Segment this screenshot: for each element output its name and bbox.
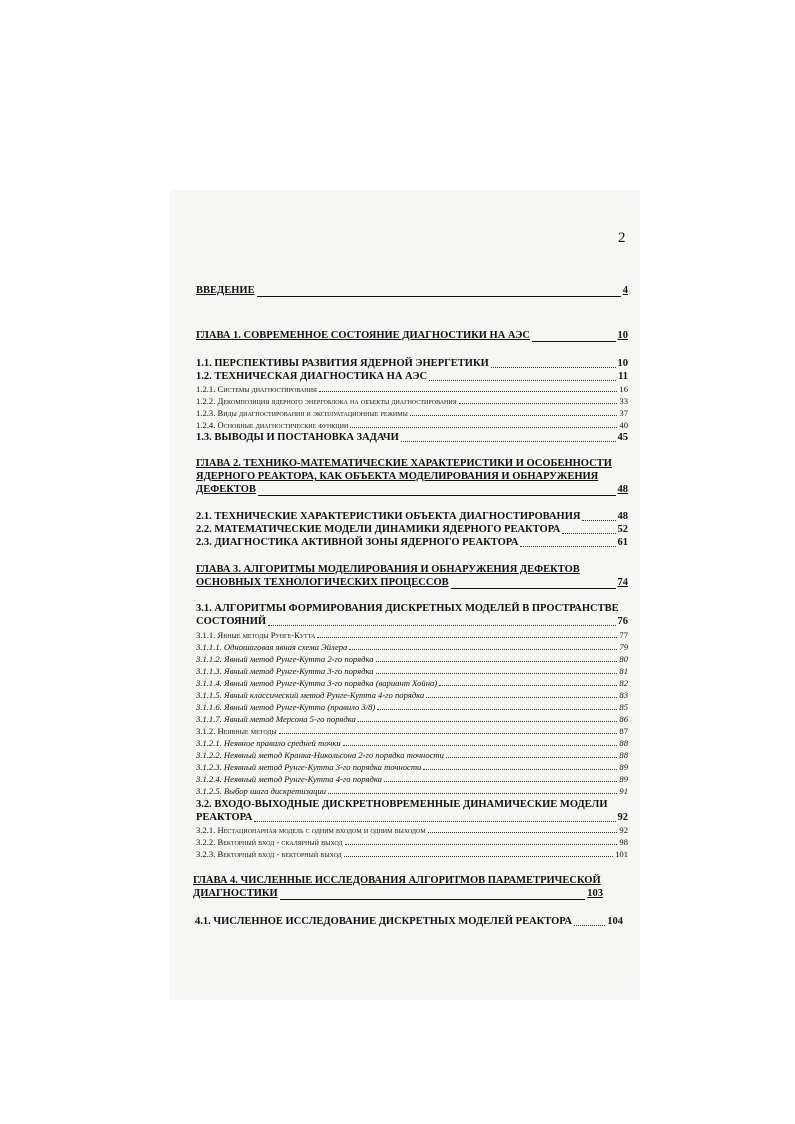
toc-entry-page: 81 [619, 666, 628, 676]
toc-entry-3-1-2-4[interactable] [196, 775, 628, 784]
toc-entry-3-1-1-1[interactable] [196, 643, 628, 652]
toc-entry-page: 79 [619, 642, 628, 652]
toc-entry-1-2-2[interactable] [196, 397, 628, 406]
toc-chapter-2-line-1: ГЛАВА 2. ТЕХНИКО-МАТЕМАТИЧЕСКИЕ ХАРАКТЕРИСТИКИ И ОСОБЕННОСТИ [196, 458, 612, 469]
toc-entry-label: 3.2.2. Векторный вход - скалярный выход [196, 837, 343, 847]
toc-entry-page: 76 [617, 616, 628, 627]
toc-entry-intro[interactable] [196, 286, 628, 297]
toc-entry-3-1-1-4[interactable] [196, 679, 628, 688]
toc-entry-label: ДЕФЕКТОВ [196, 484, 256, 495]
toc-entry-label: 3.2.1. Нестационарная модель с одним входом и одним выходом [196, 825, 426, 835]
toc-section-3-1-line-1: 3.1. АЛГОРИТМЫ ФОРМИРОВАНИЯ ДИСКРЕТНЫХ МОДЕЛЕЙ В ПРОСТРАНСТВЕ [196, 603, 619, 614]
toc-entry-page: 48 [617, 511, 628, 522]
toc-entry-3-1-1-3[interactable] [196, 667, 628, 676]
toc-entry-label: ГЛАВА 1. СОВРЕМЕННОЕ СОСТОЯНИЕ ДИАГНОСТИКИ НА АЭС [196, 330, 530, 341]
toc-entry-label: 3.1.1.5. Явный классический метод Рунге-Кутта 4-го порядка [196, 690, 425, 700]
toc-entry-page: 77 [619, 630, 628, 640]
toc-entry-label: 3.1.2.4. Неявный метод Рунге-Кутта 4-го порядка [196, 774, 382, 784]
toc-entry-label: РЕАКТОРА [196, 812, 253, 823]
toc-entry-3-1-1[interactable] [196, 631, 628, 640]
toc-entry-label: 1.2.2. Декомпозиция ядерного энергоблока на объекты диагностирования [196, 396, 457, 406]
toc-entry-page: 104 [607, 916, 623, 927]
toc-entry-3-1-2-3[interactable] [196, 763, 628, 772]
toc-entry-label: 1.2.4. Основные диагностические функции [196, 420, 349, 430]
toc-entry-3-1-1-6[interactable] [196, 703, 628, 712]
toc-entry-label: 2.1. ТЕХНИЧЕСКИЕ ХАРАКТЕРИСТИКИ ОБЪЕКТА ДИАГНОСТИРОВАНИЯ [196, 511, 581, 522]
toc-entry-label: 2.3. ДИАГНОСТИКА АКТИВНОЙ ЗОНЫ ЯДЕРНОГО РЕАКТОРА [196, 537, 519, 548]
toc-entry-chapter-4[interactable] [193, 889, 603, 900]
toc-entry-label: 3.1.1.4. Явный метод Рунге-Кутта 3-го порядка (вариант Хойна) [196, 678, 438, 688]
toc-entry-page: 74 [617, 577, 628, 588]
toc-entry-label: 1.2. ТЕХНИЧЕСКАЯ ДИАГНОСТИКА НА АЭС [196, 371, 428, 382]
toc-entry-label: 3.1.1.2. Явный метод Рунге-Кутта 2-го порядка [196, 654, 374, 664]
toc-chapter-4-line-1: ГЛАВА 4. ЧИСЛЕННЫЕ ИССЛЕДОВАНИЯ АЛГОРИТМОВ ПАРАМЕТРИЧЕСКОЙ [193, 875, 601, 886]
toc-entry-1-2-3[interactable] [196, 409, 628, 418]
toc-entry-label: СОСТОЯНИЙ [196, 616, 267, 627]
toc-entry-page: 11 [618, 371, 628, 382]
toc-entry-3-1-1-5[interactable] [196, 691, 628, 700]
toc-entry-page: 88 [619, 750, 628, 760]
toc-entry-1-2[interactable] [196, 372, 628, 383]
toc-entry-page: 92 [617, 812, 628, 823]
toc-entry-page: 37 [619, 408, 628, 418]
toc-entry-1-2-1[interactable] [196, 385, 628, 394]
toc-entry-page: 52 [617, 524, 628, 535]
toc-entry-label: 4.1. ЧИСЛЕННОЕ ИССЛЕДОВАНИЕ ДИСКРЕТНЫХ МОДЕЛЕЙ РЕАКТОРА [195, 916, 572, 927]
toc-entry-page: 101 [615, 849, 628, 859]
toc-entry-3-1-2-2[interactable] [196, 751, 628, 760]
toc-entry-label: 1.3. ВЫВОДЫ И ПОСТАНОВКА ЗАДАЧИ [196, 432, 399, 443]
toc-entry-page: 103 [587, 888, 603, 899]
toc-entry-page: 33 [619, 396, 628, 406]
toc-entry-label: 3.1.2.5. Выбор шага дискретизации [196, 786, 327, 796]
toc-entry-3-1-2-1[interactable] [196, 739, 628, 748]
toc-entry-2-1[interactable] [196, 512, 628, 523]
toc-entry-2-2[interactable] [196, 525, 628, 536]
toc-entry-3-1[interactable] [196, 617, 628, 628]
toc-entry-3-1-2[interactable] [196, 727, 628, 736]
toc-chapter-2-line-2: ЯДЕРНОГО РЕАКТОРА, КАК ОБЪЕКТА МОДЕЛИРОВАНИЯ И ОБНАРУЖЕНИЯ [196, 471, 599, 482]
toc-entry-page: 86 [619, 714, 628, 724]
toc-entry-label: 3.1.1. Явные методы Рунге-Кутта [196, 630, 316, 640]
toc-entry-page: 83 [619, 690, 628, 700]
toc-entry-label: 3.2.3. Векторный вход - векторный выход [196, 849, 342, 859]
toc-entry-page: 89 [619, 774, 628, 784]
toc-entry-label: 3.1.1.1. Одношаговая явная схема Эйлера [196, 642, 348, 652]
toc-entry-page: 87 [619, 726, 628, 736]
toc-entry-label: 1.2.3. Виды диагностирования и эксплуатационные режимы [196, 408, 408, 418]
toc-entry-label: ДИАГНОСТИКИ [193, 888, 278, 899]
toc-entry-3-2-3[interactable] [196, 850, 628, 859]
toc-entry-page: 16 [619, 384, 628, 394]
toc-entry-3-2-1[interactable] [196, 826, 628, 835]
toc-entry-page: 85 [619, 702, 628, 712]
toc-entry-3-1-1-7[interactable] [196, 715, 628, 724]
toc-entry-3-2-2[interactable] [196, 838, 628, 847]
toc-entry-label: ОСНОВНЫХ ТЕХНОЛОГИЧЕСКИХ ПРОЦЕССОВ [196, 577, 449, 588]
toc-entry-page: 10 [617, 358, 628, 369]
toc-entry-page: 4 [622, 285, 628, 296]
toc-entry-page: 91 [619, 786, 628, 796]
toc-entry-label: 3.1.2.1. Неявное правило средней точки [196, 738, 341, 748]
toc-entry-2-3[interactable] [196, 538, 628, 549]
toc-entry-label: 3.1.1.6. Явный метод Рунге-Кутта (правило 3/8) [196, 702, 376, 712]
toc-chapter-3-line-1: ГЛАВА 3. АЛГОРИТМЫ МОДЕЛИРОВАНИЯ И ОБНАРУЖЕНИЯ ДЕФЕКТОВ [196, 564, 580, 575]
toc-entry-3-1-1-2[interactable] [196, 655, 628, 664]
toc-entry-page: 40 [619, 420, 628, 430]
toc-section-3-2-line-1: 3.2. ВХОДО-ВЫХОДНЫЕ ДИСКРЕТНОВРЕМЕННЫЕ ДИНАМИЧЕСКИЕ МОДЕЛИ [196, 799, 608, 810]
toc-entry-label: 1.1. ПЕРСПЕКТИВЫ РАЗВИТИЯ ЯДЕРНОЙ ЭНЕРГЕТИКИ [196, 358, 489, 369]
toc-entry-1-3[interactable] [196, 433, 628, 444]
toc-entry-chapter-1[interactable] [196, 331, 628, 342]
toc-entry-label: 3.1.1.7. Явный метод Мерсона 5-го порядка [196, 714, 356, 724]
toc-entry-chapter-3[interactable] [196, 578, 628, 589]
toc-entry-label: 2.2. МАТЕМАТИЧЕСКИЕ МОДЕЛИ ДИНАМИКИ ЯДЕРНОГО РЕАКТОРА [196, 524, 561, 535]
toc-entry-page: 10 [617, 330, 628, 341]
toc-entry-page: 98 [619, 837, 628, 847]
toc-entry-label: 3.1.2.3. Неявный метод Рунге-Кутта 3-го порядка точности [196, 762, 422, 772]
toc-entry-label: ВВЕДЕНИЕ [196, 285, 255, 296]
toc-entry-4-1[interactable] [195, 917, 623, 928]
toc-entry-label: 3.1.2. Неявные методы [196, 726, 277, 736]
toc-entry-1-1[interactable] [196, 359, 628, 370]
toc-entry-3-2[interactable] [196, 813, 628, 824]
toc-entry-page: 92 [619, 825, 628, 835]
toc-entry-label: 3.1.2.2. Неявный метод Кранка-Никольсона 2-го порядка точности [196, 750, 444, 760]
toc-entry-chapter-2[interactable] [196, 485, 628, 496]
page-number: 2 [618, 230, 626, 246]
toc-entry-page: 82 [619, 678, 628, 688]
toc-entry-page: 88 [619, 738, 628, 748]
toc-entry-3-1-2-5[interactable] [196, 787, 628, 796]
toc-entry-page: 61 [617, 537, 628, 548]
toc-entry-label: 1.2.1. Системы диагностирования [196, 384, 317, 394]
toc-entry-label: 3.1.1.3. Явный метод Рунге-Кутта 3-го порядка [196, 666, 374, 676]
toc-entry-page: 80 [619, 654, 628, 664]
toc-entry-page: 45 [617, 432, 628, 443]
toc-entry-page: 48 [617, 484, 628, 495]
toc-entry-page: 89 [619, 762, 628, 772]
toc-entry-1-2-4[interactable] [196, 421, 628, 430]
